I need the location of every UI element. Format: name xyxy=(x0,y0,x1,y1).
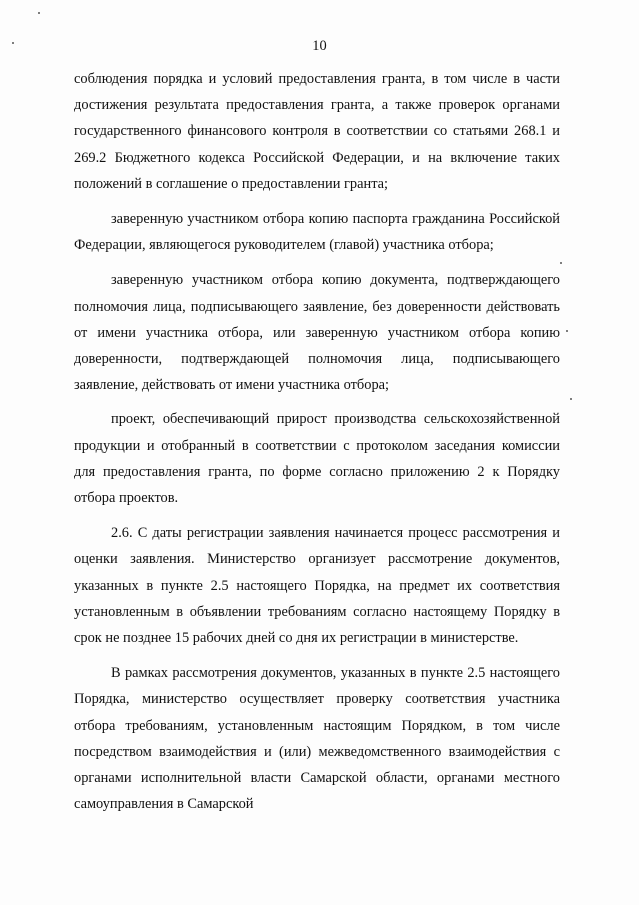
paragraph-verification: В рамках рассмотрения документов, указанных в пункте 2.5 настоящего Порядка, министерство осуществляет проверку соответствия участника отбора требованиям, установленным настоящим Порядком, в том числе посредством взаимодействия и (или) межведомственного взаимодействия с органами исполнительной власти Самарской области, органами местного самоуправления в Самарской xyxy=(74,665,560,813)
page-number: 10 xyxy=(312,38,327,54)
paragraph-2-6: 2.6. С даты регистрации заявления начинается процесс рассмотрения и оценки заявления. Министерство организует рассмотрение документов, указанных в пункте 2.5 настоящего Порядка, на предмет их соответствия установленным в объявлении требованиям согласно настоящему Порядку в срок не позднее 15 рабочих дней со дня их регистрации в министерстве. xyxy=(74,525,560,647)
document-body xyxy=(74,66,560,817)
scan-speck xyxy=(566,330,568,332)
paragraph-authority-document: заверенную участником отбора копию документа, подтверждающего полномочия лица, подписывающего заявление, без доверенности действовать от имени участника отбора, или заверенную участником отбора копию доверенности, подтверждающей полномочия лица, подписывающего заявление, действовать от имени участника отбора; xyxy=(74,272,560,394)
scan-speck xyxy=(570,398,572,400)
paragraph-continuation: соблюдения порядка и условий предоставления гранта, в том числе в части достижения результата предоставления гранта, а также проверок органами государственного финансового контроля в соответствии со статьями 268.1 и 269.2 Бюджетного кодекса Российской Федерации, и на включение таких положений в соглашение о предоставлении гранта; xyxy=(74,71,560,192)
paragraph-project: проект, обеспечивающий прирост производства сельскохозяйственной продукции и отобранный в соответствии с протоколом заседания комиссии для предоставления гранта, по форме согласно приложению 2 к Порядку отбора проектов. xyxy=(74,411,560,507)
scan-speck xyxy=(38,12,40,14)
scan-speck xyxy=(12,42,14,44)
paragraph-passport-copy: заверенную участником отбора копию паспорта гражданина Российской Федерации, являющегося руководителем (главой) участника отбора; xyxy=(74,211,560,254)
scan-speck xyxy=(560,262,562,264)
